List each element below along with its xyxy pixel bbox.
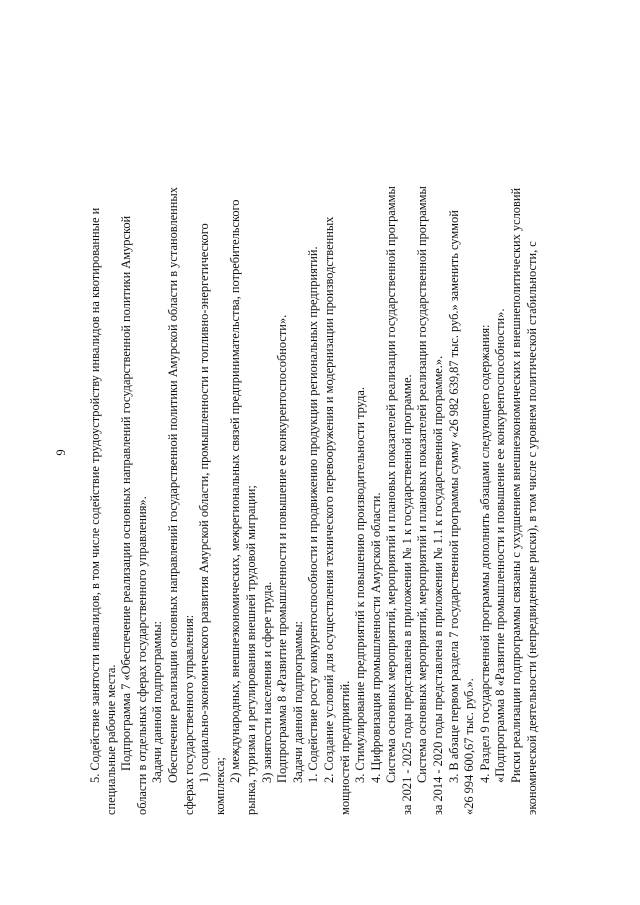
text-line: «26 994 600,67 тыс. руб.». [462,678,477,815]
text-line: 3. Стимулирование предприятий к повышению производительности труда. [353,387,368,783]
text-line: за 2014 - 2020 годы представлена в приложении № 1.1 к государственной программе.». [431,355,446,815]
text-line: за 2021 - 2025 годы представлена в приложении № 1 к государственной программе. [399,374,414,815]
text-line: Риски реализации подпрограммы связаны с ухудшением внешнеэкономических и внешнеполитических условий [509,187,524,783]
text-line: 5. Содействие занятости инвалидов, в том числе содействие трудоустройству инвалидов на квотированные и [88,207,102,783]
text-line: Задачи данной подпрограммы: [290,621,305,783]
text-line: Подпрограмма 8 «Развитие промышленности и повышение ее конкурентоспособности». [275,314,290,783]
text-line: Система основных мероприятий, мероприятий и плановых показателей реализации государственной программы [384,186,399,783]
text-line: рынка, туризма и регулирования внешней трудовой миграции; [243,485,258,815]
text-line: Система основных мероприятий, мероприятий и плановых показателей реализации государственной программы [415,186,430,783]
text-line: экономической деятельности (непредвиденные риски), в том числе с уровнем политической стабильности, с [524,241,539,815]
text-line: области в отдельных сферах государственного управления». [134,496,149,815]
text-line: 1. Содействие росту конкурентоспособности и продвижению продукции региональных предприятий. [306,246,321,783]
document-body [88,73,540,815]
text-line: комплекса; [212,757,227,815]
text-line: специальные рабочие места. [103,664,118,815]
text-line: 2) международных, внешнеэкономических, межрегиональных связей предпринимательства, потребительского [228,199,243,783]
text-line: Обеспечение реализации основных направлений государственной политики Амурской области в установленных [165,187,180,783]
text-line: 3) занятости населения и сфере труда. [259,581,274,783]
text-line: 2. Создание условий для осуществления технического перевооружения и модернизации производственных [321,216,336,783]
text-line: Задачи данной подпрограммы: [150,621,165,783]
text-line: «Подпрограмма 8 «Развитие промышленности и повышение ее конкурентоспособности». [493,308,508,783]
text-line: 3. В абзаце первом раздела 7 государственной программы сумму «26 982 639,87 тыс. руб.» заменить суммой [446,210,461,783]
text-line: мощностей предприятий. [337,680,352,815]
page-number: 9 [54,449,68,456]
text-line: 4. Цифровизация промышленности Амурской области. [368,492,383,783]
text-line: сферах государственного управления: [181,614,196,815]
text-line: Подпрограмма 7 «Обеспечение реализации основных направлений государственной политики Амурской [119,215,134,771]
text-line: 1) социально-экономического развития Амурской области, промышленности и топливно-энергетического [197,223,212,783]
text-line: 4. Раздел 9 государственной программы дополнить абзацами следующего содержания: [477,324,492,783]
